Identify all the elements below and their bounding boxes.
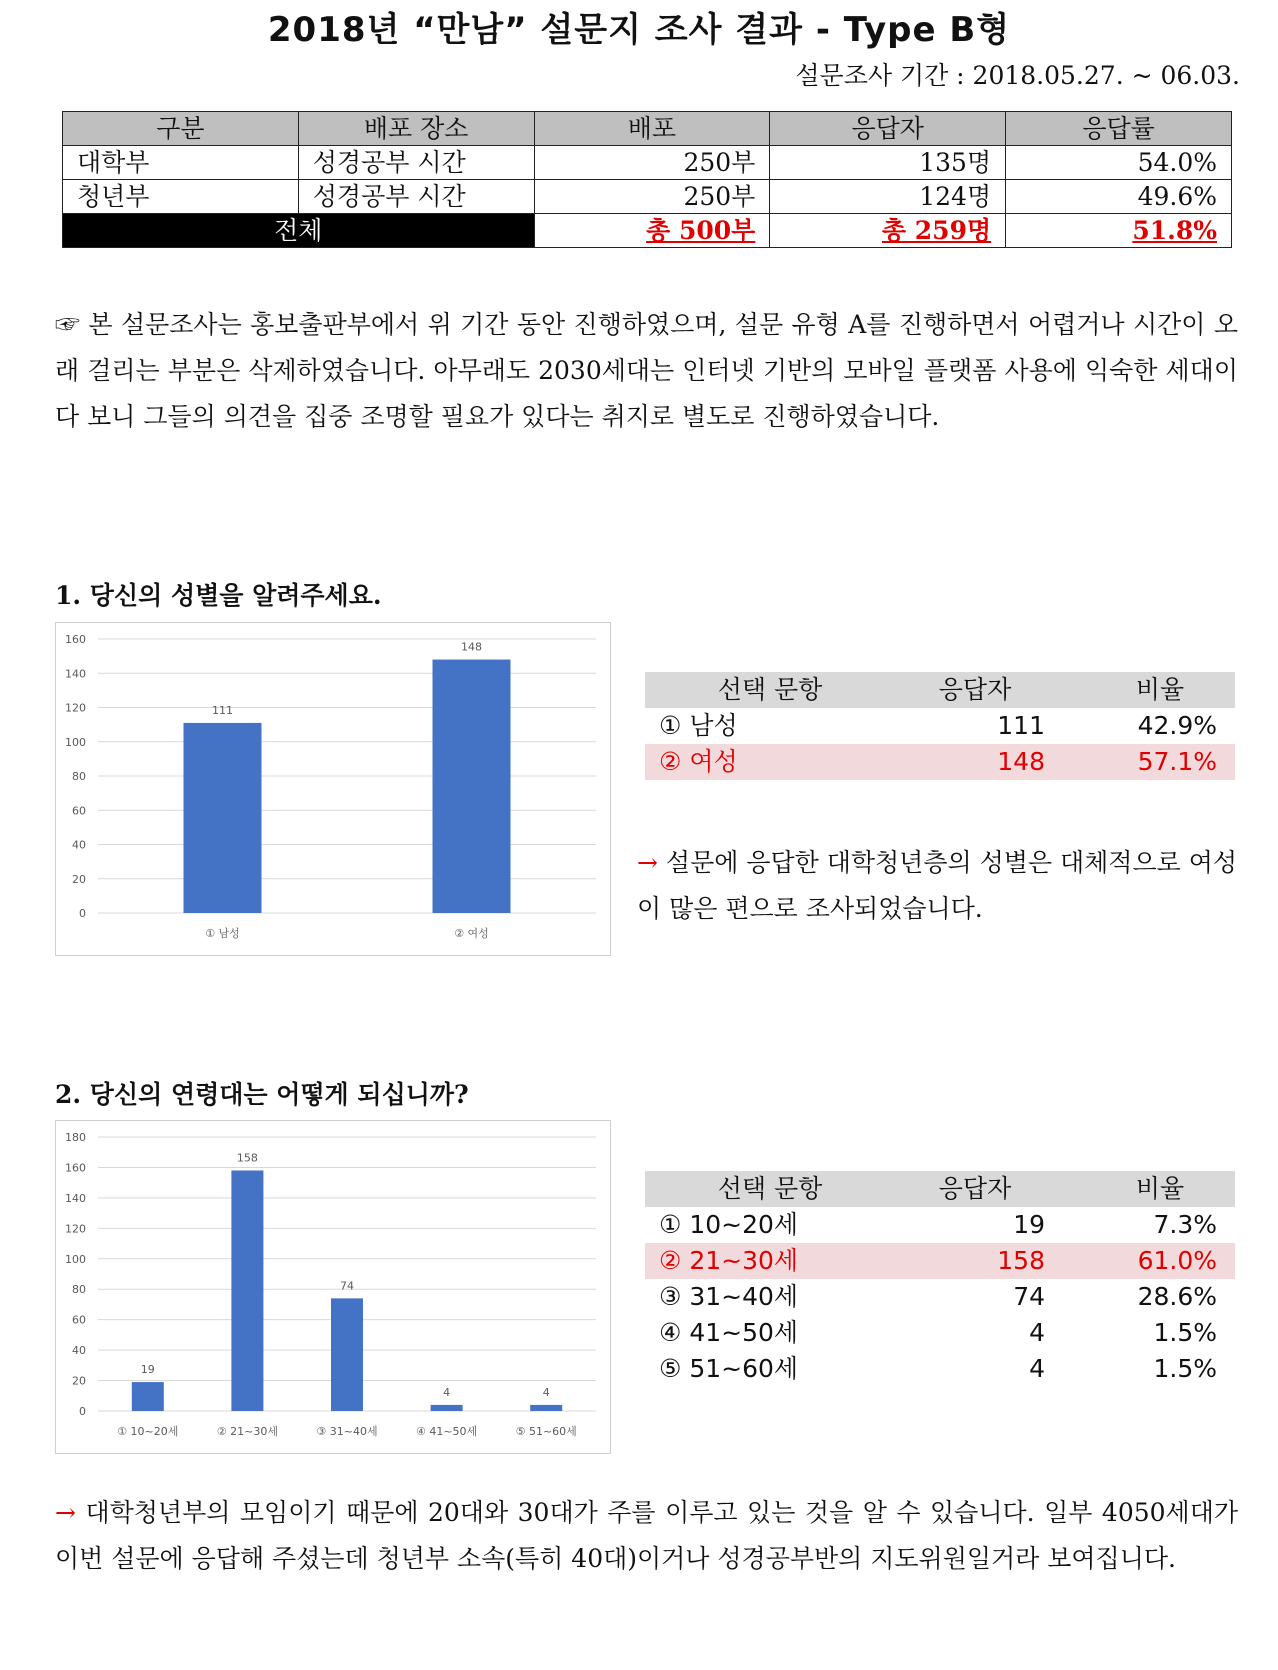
result-row	[645, 1351, 1235, 1387]
result-row-highlighted	[645, 1243, 1235, 1279]
x-tick-label: ⑤ 51~60세	[515, 1425, 577, 1438]
option-label: ③ 31~40세	[659, 1282, 799, 1311]
data-label: 148	[461, 640, 482, 654]
total-label: 전체	[63, 214, 535, 248]
y-tick-label: 40	[72, 838, 86, 852]
respondent-count: 148	[997, 747, 1045, 776]
age-note	[55, 1490, 1238, 1582]
y-tick-label: 160	[65, 1161, 86, 1175]
result-row-highlighted	[645, 744, 1235, 780]
option-label: ② 여성	[659, 747, 738, 776]
age-note-text: 대학청년부의 모임이기 때문에 20대와 30대가 주를 이루고 있는 것을 알 수 있습니다. 일부 4050세대가 이번 설문에 응답해 주셨는데 청년부 소속(특히 40대)이거나 성경공부반의 지도위원일거라 보여집니다.	[55, 1498, 1238, 1573]
y-tick-label: 80	[72, 1283, 86, 1297]
data-label: 4	[542, 1385, 550, 1399]
data-label: 4	[443, 1385, 451, 1399]
y-tick-label: 100	[65, 1252, 86, 1266]
y-tick-label: 20	[72, 1374, 86, 1388]
total-distributed: 총 500부	[534, 214, 770, 248]
y-tick-label: 0	[79, 1405, 86, 1418]
respondent-count: 4	[1029, 1318, 1045, 1347]
header-cell: 응답률	[1006, 112, 1232, 146]
header-respondents: 응답자	[938, 1174, 1012, 1203]
y-tick-label: 120	[65, 1222, 86, 1236]
ratio-value: 7.3%	[1153, 1210, 1217, 1239]
total-row	[63, 214, 1232, 248]
bar	[231, 1170, 263, 1411]
cell-respondents: 124명	[770, 180, 1006, 214]
x-tick-label: ① 10~20세	[117, 1425, 179, 1438]
x-tick-label: ② 21~30세	[216, 1425, 279, 1438]
y-tick-label: 100	[65, 735, 86, 749]
y-tick-label: 0	[79, 907, 86, 920]
x-tick-label: ① 남성	[205, 927, 240, 940]
x-tick-label: ③ 31~40세	[316, 1425, 378, 1438]
option-label: ⑤ 51~60세	[659, 1354, 799, 1383]
x-tick-label: ② 여성	[454, 927, 489, 940]
header-respondents: 응답자	[938, 675, 1012, 704]
cell-place: 성경공부 시간	[298, 180, 534, 214]
header-ratio: 비율	[1135, 1174, 1185, 1203]
header-option: 선택 문항	[717, 675, 823, 704]
respondent-count: 19	[1013, 1210, 1045, 1239]
page-title: 2018년 “만남” 설문지 조사 결과 - Type B형	[267, 10, 1011, 50]
cell-place: 성경공부 시간	[298, 146, 534, 180]
option-label: ② 21~30세	[659, 1246, 799, 1275]
option-label: ④ 41~50세	[659, 1318, 799, 1347]
result-row	[645, 708, 1235, 744]
y-tick-label: 160	[65, 633, 86, 646]
option-label: ① 남성	[659, 711, 738, 740]
data-label: 19	[140, 1363, 155, 1377]
summary-header-row	[63, 112, 1232, 146]
age-chart	[55, 1120, 611, 1454]
table-row	[63, 180, 1232, 214]
summary-table	[62, 111, 1232, 248]
result-row	[645, 1315, 1235, 1351]
question-2-title: 2. 당신의 연령대는 어떻게 되십니까?	[55, 1080, 469, 1109]
respondent-count: 74	[1013, 1282, 1045, 1311]
y-tick-label: 20	[72, 872, 86, 886]
result-row	[645, 1207, 1235, 1243]
data-label: 158	[236, 1151, 258, 1165]
header-cell: 배포	[534, 112, 770, 146]
bar	[331, 1298, 363, 1411]
y-tick-label: 80	[72, 770, 86, 783]
gender-note-text: 설문에 응답한 대학청년층의 성별은 대체적으로 여성이 많은 편으로 조사되었습니다.	[637, 848, 1237, 923]
y-tick-label: 60	[72, 1313, 86, 1327]
cell-group: 대학부	[63, 146, 299, 180]
ratio-value: 28.6%	[1137, 1282, 1217, 1311]
respondent-count: 111	[997, 711, 1045, 740]
y-tick-label: 180	[65, 1131, 86, 1144]
header-ratio: 비율	[1135, 675, 1185, 704]
gender-chart	[55, 622, 611, 956]
cell-group: 청년부	[63, 180, 299, 214]
header-option: 선택 문항	[717, 1174, 823, 1203]
bar	[184, 723, 262, 913]
total-rate: 51.8%	[1006, 214, 1232, 248]
y-tick-label: 140	[65, 667, 86, 681]
ratio-value: 1.5%	[1153, 1318, 1217, 1347]
survey-period: 설문조사 기간 : 2018.05.27. ~ 06.03.	[795, 61, 1240, 90]
bar	[433, 660, 511, 913]
gender-result-table	[645, 672, 1235, 780]
respondent-count: 158	[997, 1246, 1045, 1275]
header-cell: 구분	[63, 112, 299, 146]
ratio-value: 1.5%	[1153, 1354, 1217, 1383]
question-1-title: 1. 당신의 성별을 알려주세요.	[55, 581, 382, 610]
arrow-icon: →	[55, 1498, 76, 1527]
age-result-table	[645, 1171, 1235, 1387]
y-tick-label: 140	[65, 1191, 86, 1205]
cell-respondents: 135명	[770, 146, 1006, 180]
y-tick-label: 120	[65, 701, 86, 715]
intro-paragraph: ☞ 본 설문조사는 홍보출판부에서 위 기간 동안 진행하였으며, 설문 유형 A를 진행하면서 어렵거나 시간이 오래 걸리는 부분은 삭제하였습니다. 아무래도 2030세대는 인터넷 기반의 모바일 플랫폼 사용에 익숙한 세대이다 보니 그들의 의견을 집중 조명할 필요가 있다는 취지로 별도로 진행하였습니다.	[55, 310, 1238, 431]
data-label: 111	[212, 703, 233, 717]
cell-rate: 49.6%	[1006, 180, 1232, 214]
x-tick-label: ④ 41~50세	[415, 1425, 478, 1438]
result-header-row	[645, 1171, 1235, 1207]
bar	[132, 1382, 164, 1411]
result-header-row	[645, 672, 1235, 708]
bar	[530, 1405, 562, 1411]
cell-rate: 54.0%	[1006, 146, 1232, 180]
option-label: ① 10~20세	[659, 1210, 799, 1239]
y-tick-label: 40	[72, 1344, 86, 1358]
respondent-count: 4	[1029, 1354, 1045, 1383]
ratio-value: 61.0%	[1137, 1246, 1217, 1275]
arrow-icon: →	[637, 848, 658, 877]
cell-distributed: 250부	[534, 180, 770, 214]
result-row	[645, 1279, 1235, 1315]
bar	[431, 1405, 463, 1411]
cell-distributed: 250부	[534, 146, 770, 180]
header-cell: 응답자	[770, 112, 1006, 146]
ratio-value: 57.1%	[1137, 747, 1217, 776]
age-chart-svg	[56, 1121, 610, 1453]
y-tick-label: 60	[72, 804, 86, 818]
ratio-value: 42.9%	[1137, 711, 1217, 740]
gender-chart-svg	[56, 623, 610, 955]
table-row	[63, 146, 1232, 180]
data-label: 74	[340, 1279, 354, 1293]
total-respondents: 총 259명	[770, 214, 1006, 248]
gender-note	[637, 840, 1237, 932]
header-cell: 배포 장소	[298, 112, 534, 146]
